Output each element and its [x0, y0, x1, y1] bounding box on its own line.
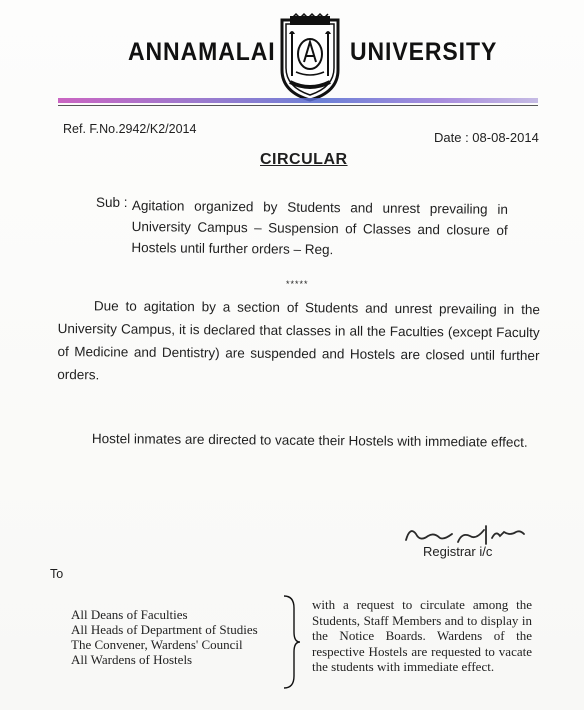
body-paragraph-1: Due to agitation by a section of Students and unrest prevailing in the University Campus, it is declared that classes in all the Faculties (except Faculty of Medicine and Dentistry) are suspended and Hostels are closed until further orders.: [57, 298, 540, 383]
registrar-title: Registrar i/c: [423, 544, 493, 559]
circular-heading: CIRCULAR: [260, 151, 348, 168]
letterhead-color-rule: [58, 98, 538, 103]
subject-label: Sub :: [96, 195, 128, 210]
letterhead-divider: [58, 105, 538, 106]
university-name-left: ANNAMALAI: [128, 38, 276, 66]
recipient-item: All Deans of Faculties: [71, 607, 188, 622]
section-separator: *****: [286, 279, 309, 289]
to-label: To: [50, 567, 64, 581]
recipient-item: All Wardens of Hostels: [71, 652, 193, 667]
reference-number: Ref. F.No.2942/K2/2014: [63, 122, 197, 136]
recipient-list: [71, 607, 258, 667]
recipient-item: All Heads of Department of Studies: [71, 622, 258, 637]
university-crest-icon: [276, 12, 344, 104]
request-text: with a request to circulate among the Students, Staff Members and to display in the Notice Boards. Wardens of the respective Hostels are requested to vacate the students with immediate effect.: [312, 597, 532, 674]
recipient-item: The Convener, Wardens' Council: [71, 637, 243, 652]
right-brace-icon: [280, 594, 302, 690]
circular-date: Date : 08-08-2014: [434, 130, 539, 145]
subject-text: Agitation organized by Students and unrest prevailing in University Campus – Suspension of Classes and closure of Hostels until further orders – Reg.: [131, 197, 508, 258]
body-paragraph-2: Hostel inmates are directed to vacate their Hostels with immediate effect.: [91, 431, 528, 450]
university-name-right: UNIVERSITY: [350, 38, 498, 66]
